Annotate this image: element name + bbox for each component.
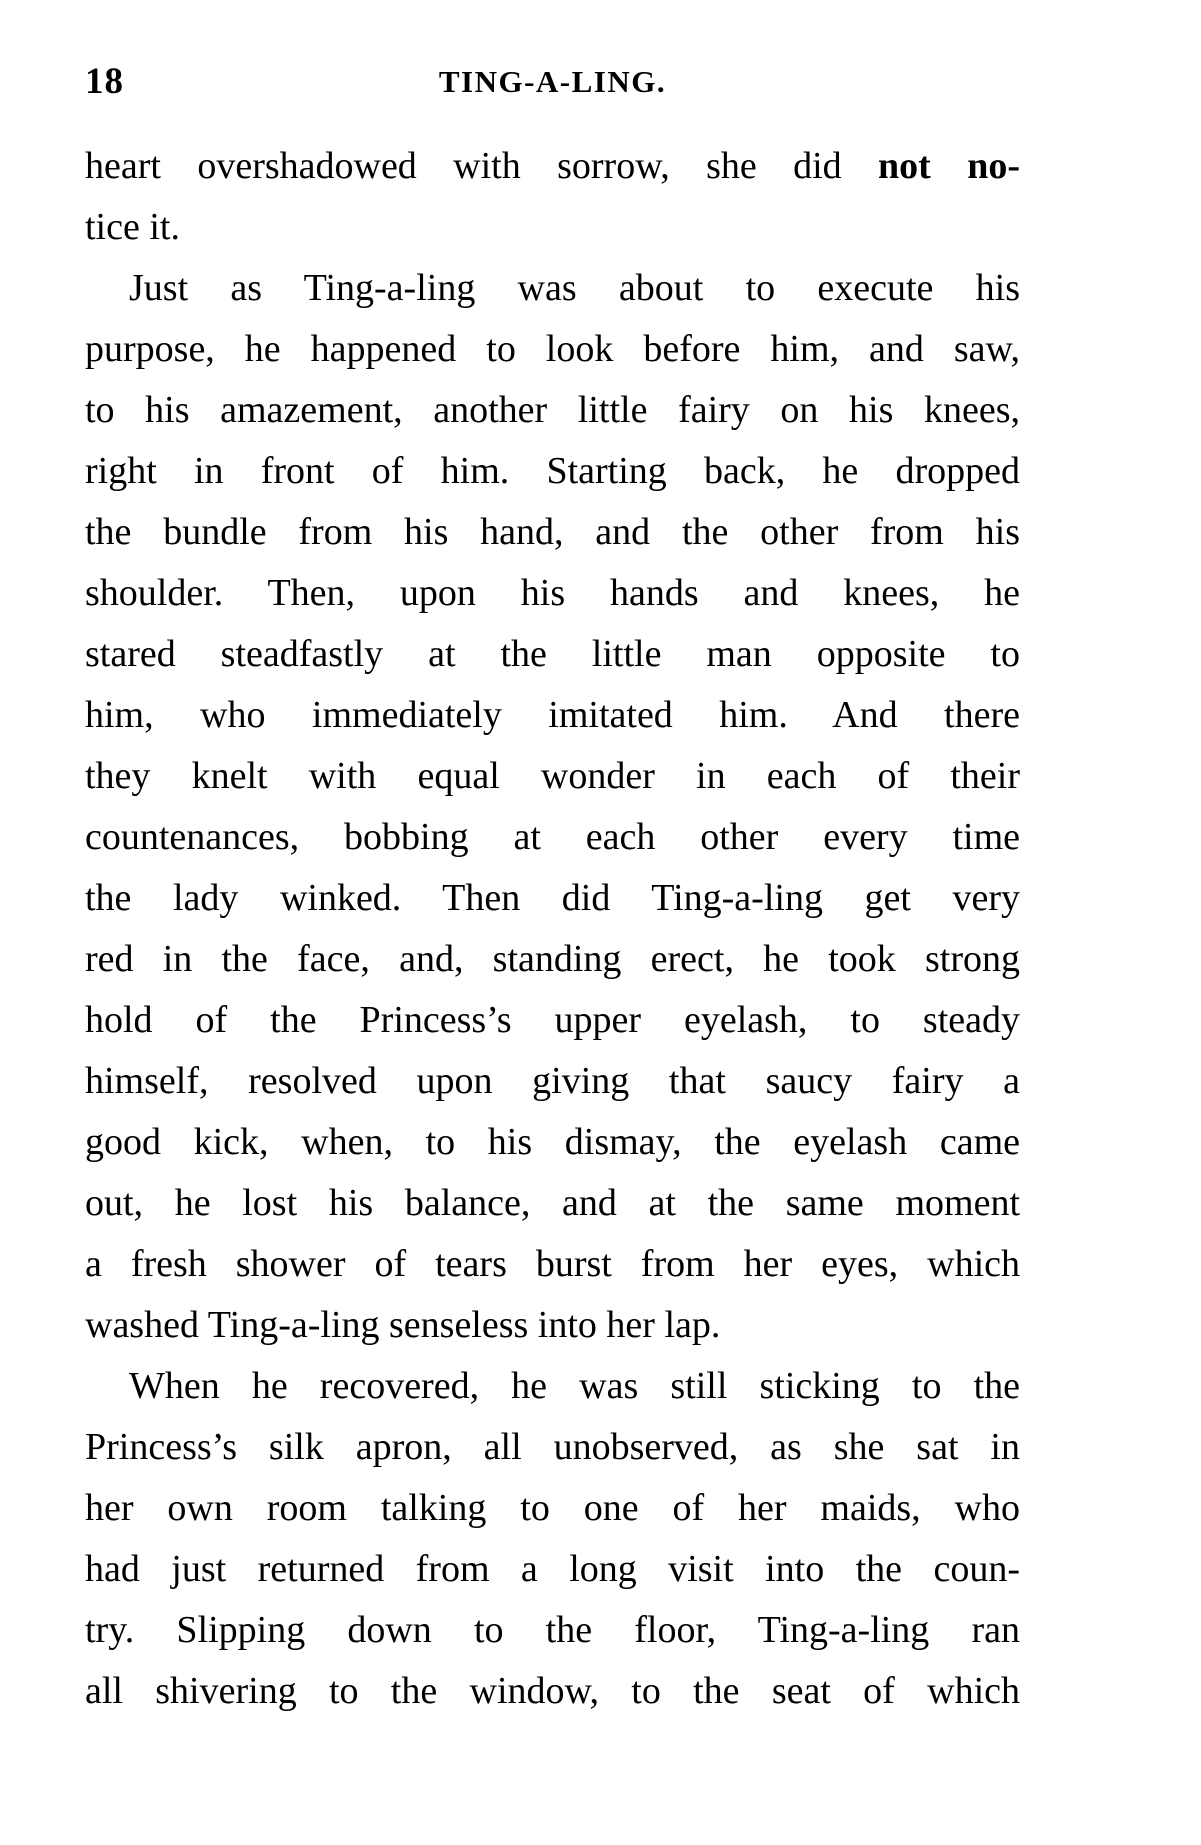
text-line: red in the face, and, standing erect, he took strong	[85, 938, 1020, 980]
bold-text: not no-	[878, 145, 1021, 187]
text-line: all shivering to the window, to the seat of which	[85, 1670, 1020, 1712]
text-line: try. Slipping down to the floor, Ting-a-ling ran	[85, 1609, 1020, 1651]
running-header	[85, 60, 1020, 106]
text-line: washed Ting-a-ling senseless into her lap.	[85, 1304, 721, 1346]
text-line: the lady winked. Then did Ting-a-ling get very	[85, 877, 1020, 919]
text-line: right in front of him. Starting back, he dropped	[85, 450, 1020, 492]
text-line: heart overshadowed with sorrow, she did not no-	[85, 145, 1021, 187]
text-line: countenances, bobbing at each other every time	[85, 816, 1020, 858]
text-line: purpose, he happened to look before him, and saw,	[85, 328, 1020, 370]
text-line: hold of the Princess’s upper eyelash, to steady	[85, 999, 1020, 1041]
page-number: 18	[85, 61, 124, 102]
text-line: the bundle from his hand, and the other from his	[85, 511, 1020, 553]
text-line: stared steadfastly at the little man opposite to	[85, 633, 1020, 675]
text-line: out, he lost his balance, and at the same moment	[85, 1182, 1020, 1224]
text-line: a fresh shower of tears burst from her eyes, which	[85, 1243, 1020, 1285]
text-line: him, who immediately imitated him. And there	[85, 694, 1020, 736]
text-line: had just returned from a long visit into the coun-	[85, 1548, 1020, 1590]
text-line: good kick, when, to his dismay, the eyelash came	[85, 1121, 1020, 1163]
text-line: shoulder. Then, upon his hands and knees, he	[85, 572, 1020, 614]
text-line: Just as Ting-a-ling was about to execute his	[129, 267, 1020, 309]
text-line: they knelt with equal wonder in each of their	[85, 755, 1020, 797]
text-line: tice it.	[85, 206, 180, 248]
text-line: Princess’s silk apron, all unobserved, as she sat in	[85, 1426, 1020, 1468]
text-line: to his amazement, another little fairy on his knees,	[85, 389, 1020, 431]
running-title: TING-A-LING.	[438, 64, 667, 99]
text-line: himself, resolved upon giving that saucy fairy a	[85, 1060, 1020, 1102]
text-line: her own room talking to one of her maids, who	[85, 1487, 1020, 1529]
text-line: When he recovered, he was still sticking to the	[129, 1365, 1020, 1407]
body-text	[85, 136, 1020, 1722]
